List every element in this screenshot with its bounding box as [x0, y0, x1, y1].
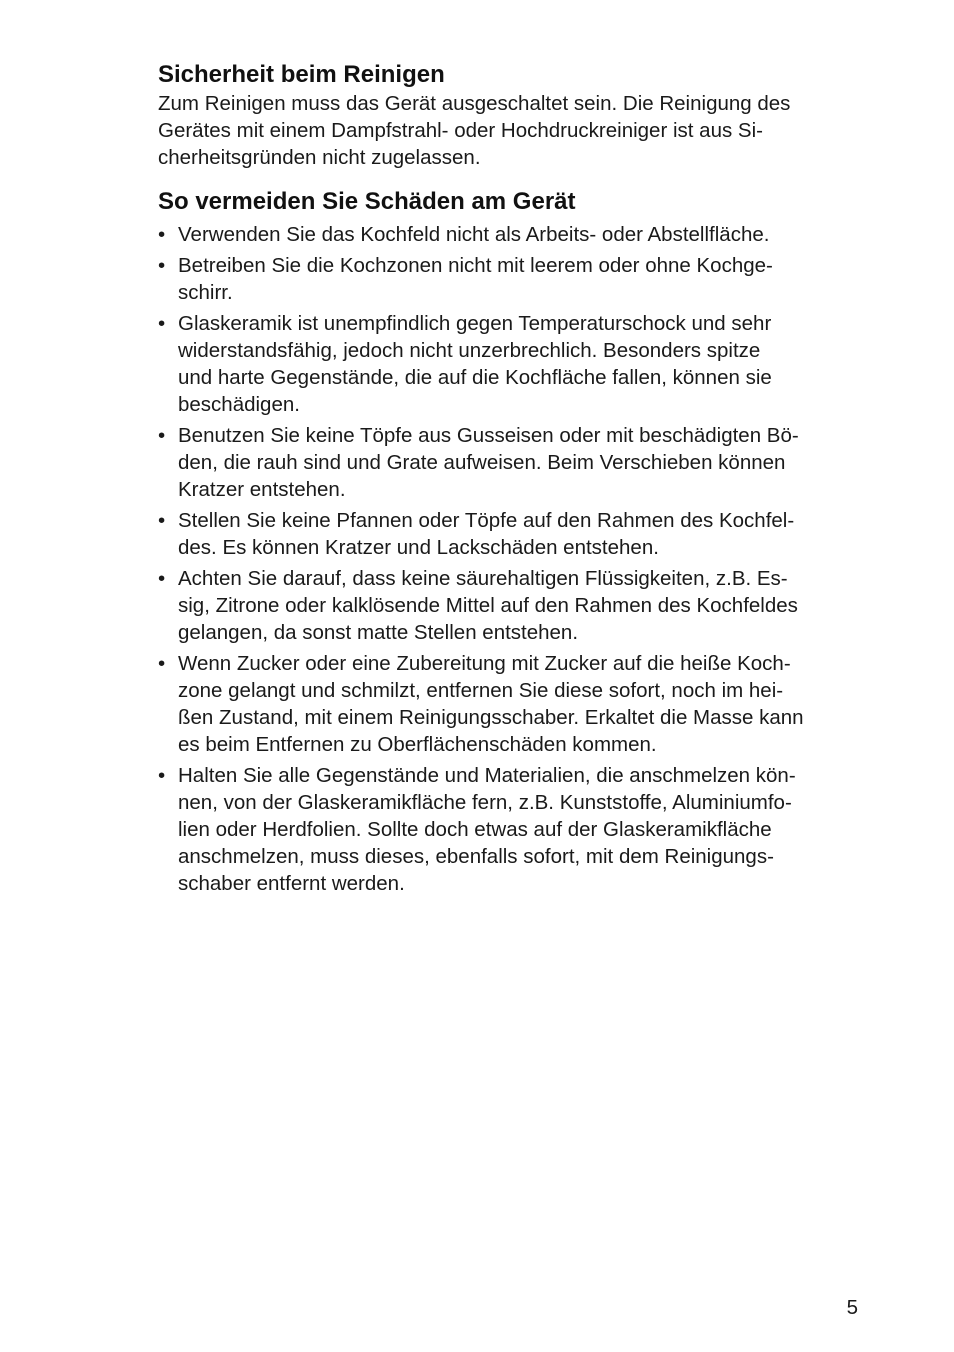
list-item: [158, 422, 858, 503]
page-number: 5: [846, 1296, 858, 1319]
list-item: [158, 221, 858, 248]
bullet-icon: •: [158, 223, 166, 246]
text-line: Halten Sie alle Gegenstände und Materialien, die anschmelzen kön-: [178, 764, 796, 787]
text-line: beschädigen.: [178, 393, 300, 416]
damage-prevention-list: [158, 221, 858, 897]
text-line: Wenn Zucker oder eine Zubereitung mit Zucker auf die heiße Koch-: [178, 652, 791, 675]
list-item: [158, 507, 858, 561]
section-avoid-damage: [158, 187, 858, 897]
list-item: [158, 310, 858, 418]
text-line: und harte Gegenstände, die auf die Kochfläche fallen, können sie: [178, 366, 772, 389]
text-line: schaber entfernt werden.: [178, 872, 405, 895]
bullet-icon: •: [158, 652, 166, 675]
text-line: sig, Zitrone oder kalklösende Mittel auf den Rahmen des Kochfeldes: [178, 594, 798, 617]
bullet-icon: •: [158, 509, 166, 532]
list-item: [158, 762, 858, 897]
text-line: zone gelangt und schmilzt, entfernen Sie diese sofort, noch im hei-: [178, 679, 784, 702]
text-line: des. Es können Kratzer und Lackschäden entstehen.: [178, 536, 659, 559]
text-line: Benutzen Sie keine Töpfe aus Gusseisen oder mit beschädigten Bö-: [178, 424, 799, 447]
text-line: Glaskeramik ist unempfindlich gegen Temperaturschock und sehr: [178, 312, 772, 335]
text-line: gelangen, da sonst matte Stellen entstehen.: [178, 621, 579, 644]
list-item: [158, 650, 858, 758]
text-line: cherheitsgründen nicht zugelassen.: [158, 146, 481, 169]
text-line: lien oder Herdfolien. Sollte doch etwas auf der Glaskeramikfläche: [178, 818, 772, 841]
bullet-icon: •: [158, 254, 166, 277]
list-item: [158, 252, 858, 306]
bullet-icon: •: [158, 312, 166, 335]
text-line: nen, von der Glaskeramikfläche fern, z.B. Kunststoffe, Aluminiumfo-: [178, 791, 792, 814]
heading-cleaning-safety: Sicherheit beim Reinigen: [158, 61, 445, 88]
bullet-icon: •: [158, 424, 166, 447]
text-line: Gerätes mit einem Dampfstrahl- oder Hochdruckreiniger ist aus Si-: [158, 119, 763, 142]
list-item: [158, 565, 858, 646]
text-line: Kratzer entstehen.: [178, 478, 346, 501]
text-line: Achten Sie darauf, dass keine säurehaltigen Flüssigkeiten, z.B. Es-: [178, 567, 788, 590]
text-line: Verwenden Sie das Kochfeld nicht als Arbeits- oder Abstellfläche.: [178, 223, 770, 246]
text-line: ßen Zustand, mit einem Reinigungsschaber. Erkaltet die Masse kann: [178, 706, 804, 729]
text-line: Zum Reinigen muss das Gerät ausgeschaltet sein. Die Reinigung des: [158, 92, 791, 115]
text-line: Betreiben Sie die Kochzonen nicht mit leerem oder ohne Kochge-: [178, 254, 773, 277]
bullet-icon: •: [158, 567, 166, 590]
bullet-icon: •: [158, 764, 166, 787]
text-line: schirr.: [178, 281, 233, 304]
text-line: widerstandsfähig, jedoch nicht unzerbrechlich. Besonders spitze: [178, 339, 761, 362]
text-line: den, die rauh sind und Grate aufweisen. Beim Verschieben können: [178, 451, 786, 474]
text-line: es beim Entfernen zu Oberflächenschäden kommen.: [178, 733, 657, 756]
document-page: [158, 60, 858, 901]
heading-avoid-damage: So vermeiden Sie Schäden am Gerät: [158, 188, 576, 215]
paragraph-cleaning-safety: [158, 90, 858, 171]
text-line: Stellen Sie keine Pfannen oder Töpfe auf den Rahmen des Kochfel-: [178, 509, 795, 532]
section-cleaning-safety: [158, 60, 858, 171]
text-line: anschmelzen, muss dieses, ebenfalls sofort, mit dem Reinigungs-: [178, 845, 774, 868]
